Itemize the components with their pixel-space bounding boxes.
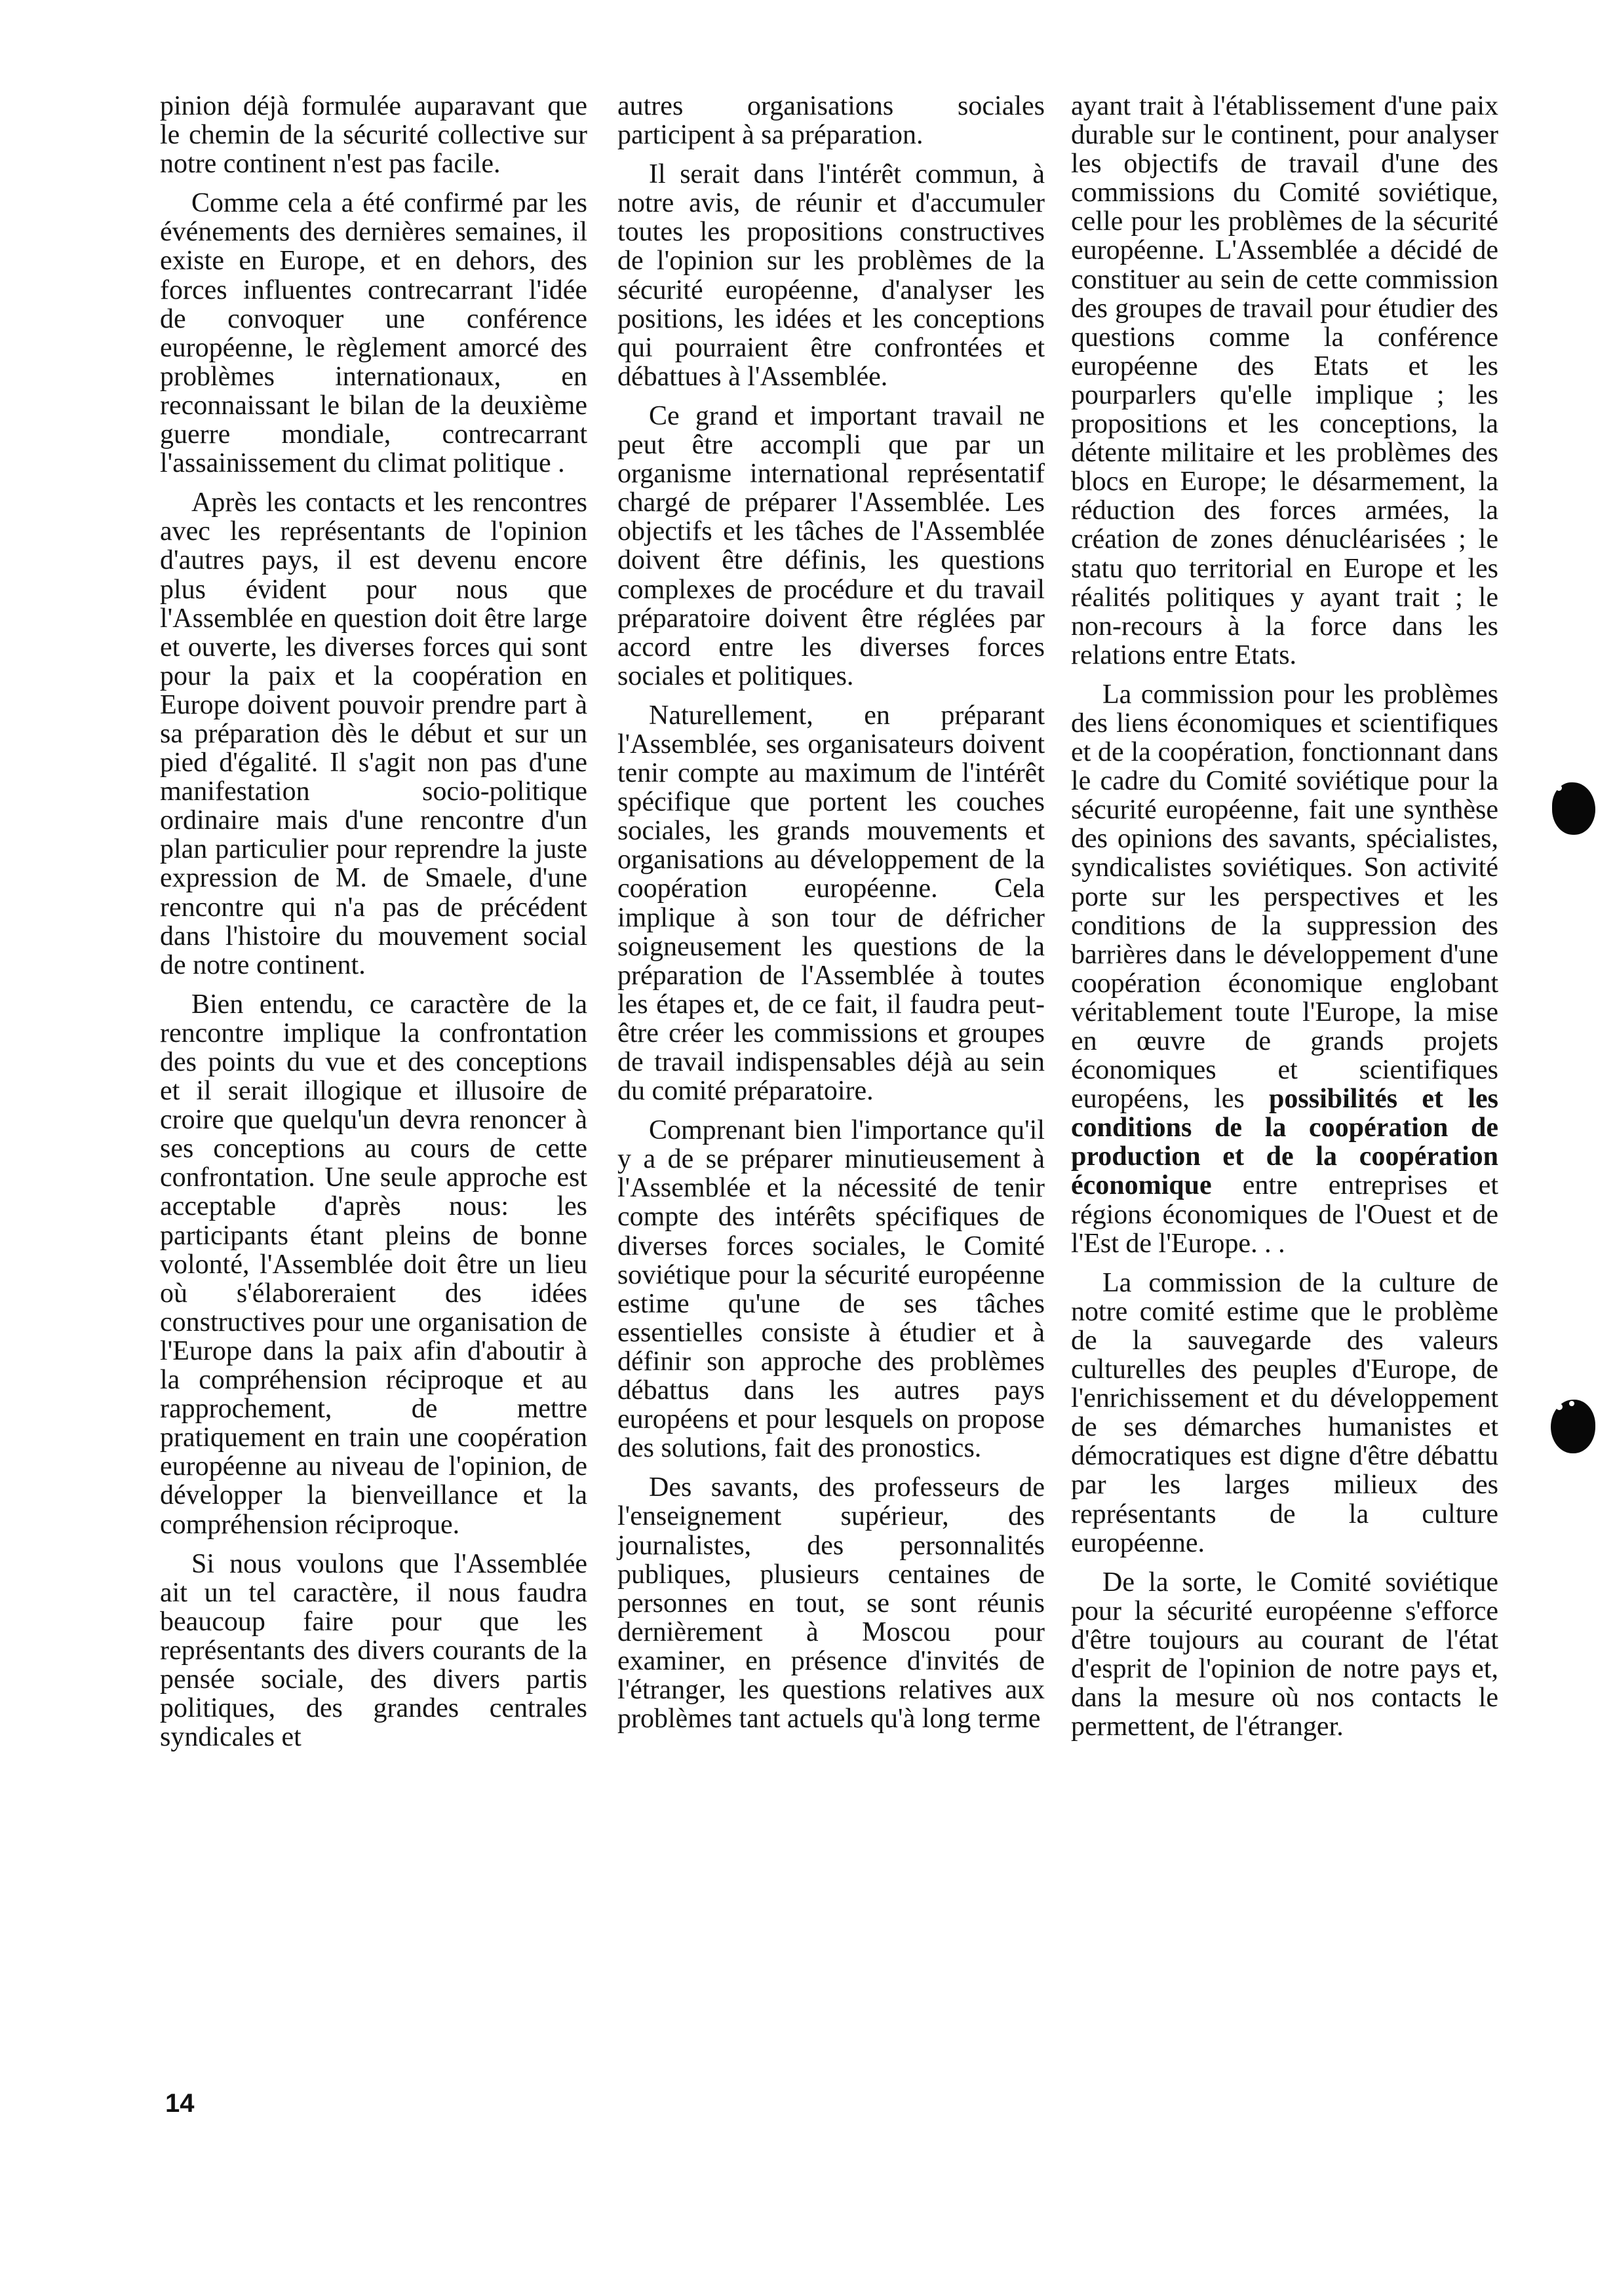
binding-hole-mark [1552,782,1595,835]
paragraph: Si nous voulons que l'Assemblée ait un tel caractère, il nous faudra beaucoup faire pour que les représentants des divers courants de la pensée sociale, des divers partis politiques, des grandes centrales syndicales et [160,1548,587,1753]
paragraph-text: entre entreprises et régions économiques de l'Ouest et de l'Est de l'Europe. . . [1071,1170,1498,1259]
paragraph: Ce grand et important travail ne peut être accompli que par un organisme international représentatif chargé de préparer l'Assemblée. Les objectifs et les tâches de l'Assemblée doivent être définis, les questions complexes de procédure et du travail préparatoire doivent être réglées par accord entre les diverses forces sociales et politiques. [617,400,1045,691]
text-column-3 [1071,92,1498,1751]
paragraph: Comme cela a été confirmé par les événements des dernières semaines, il existe en Europe, et en dehors, des forces influentes contrecarrant l'idée de convoquer une conférence européenne, le règlement amorcé des problèmes internationaux, en reconnaissant le bilan de la deuxième guerre mondiale, contrecarrant l'assainissement du climat politique . [160,188,587,479]
text-column-2 [617,92,1045,1744]
paragraph: autres organisations sociales participent à sa préparation. [617,91,1045,151]
paragraph: pinion déjà formulée auparavant que le chemin de la sécurité collective sur notre continent n'est pas facile. [160,91,587,180]
paragraph: De la sorte, le Comité soviétique pour la sécurité européenne s'efforce d'être toujours au courant de l'état d'esprit de l'opinion de notre pays et, dans la mesure où nos contacts le permettent, de l'étranger. [1071,1567,1498,1742]
text-column-1 [160,92,587,1762]
paragraph: ayant trait à l'établissement d'une paix durable sur le continent, pour analyser les objectifs de travail d'une des commissions du Comité soviétique, celle pour les problèmes de la sécurité européenne. L'Assemblée a décidé de constituer au sein de cette commission des groupes de travail pour étudier des questions comme la conférence européenne des Etats et les pourparlers qu'elle implique ; les propositions et les conceptions, la détente militaire et les problèmes des blocs en Europe; le désarmement, la réduction des forces armées, la création de zones dénucléarisées ; le statu quo territorial en Europe et les réalités politiques y ayant trait ; le non-recours à la force dans les relations entre Etats. [1071,91,1498,670]
paragraph: Après les contacts et les rencontres avec les représentants de l'opinion d'autres pays, il est devenu encore plus évident pour nous que l'Assemblée en question doit être large et ouverte, les diverses forces qui sont pour la paix et la coopération en Europe doivent pouvoir prendre part à sa préparation dès le début et sur un pied d'égalité. Il s'agit non pas d'une manifestation socio-politique ordinaire mais d'une rencontre d'un plan particulier pour reprendre la juste expression de M. de Smaele, d'une rencontre qui n'a pas de précédent dans l'histoire du mouvement social de notre continent. [160,488,587,980]
paragraph: La commission de la culture de notre comité estime que le problème de la sauvegarde des valeurs culturelles des peuples d'Europe, de l'enrichissement et du développement de ses démarches humanistes et démocratiques est digne d'être débattu par les larges milieux des représentants de la culture européenne. [1071,1267,1498,1558]
bold-phrase: possibilités et les conditions de la coopération de production et de la coopération économique [1071,1084,1499,1201]
paragraph: Comprenant bien l'importance qu'il y a de se préparer minutieusement à l'Assemblée et la nécessité de tenir compte des intérêts spécifiques de diverses forces sociales, le Comité soviétique pour la sécurité européenne estime qu'une de ses tâches essentielles consiste à étudier et à définir son approche des problèmes débattus dans les autres pays européens et pour lesquels on propose des solutions, fait des pronostics. [617,1115,1045,1464]
paragraph: Naturellement, en préparant l'Assemblée, ses organisateurs doivent tenir compte au maximum de l'intérêt spécifique que portent les couches sociales, les grands mouvements et organisations au développement de la coopération européenne. Cela implique à son tour de défricher soigneusement les questions de la préparation de l'Assemblée à toutes les étapes et, de ce fait, il faudra peut-être créer les commissions et groupes de travail indispensables déjà au sein du comité préparatoire. [617,700,1045,1107]
paragraph: Il serait dans l'intérêt commun, à notre avis, de réunir et d'accumuler toutes les propositions constructives de l'opinion sur les problèmes de la sécurité européenne, d'analyser les positions, les idées et les conceptions qui pourraient être confrontées et débattues à l'Assemblée. [617,159,1045,392]
paragraph: Des savants, des professeurs de l'enseignement supérieur, des journalistes, des personnalités publiques, plusieurs centaines de personnes en tout, se sont réunis dernièrement à Moscou pour examiner, en présence d'invités de l'étranger, les questions relatives aux problèmes tant actuels qu'à long terme [617,1472,1045,1734]
paragraph [1071,680,1498,1258]
page-number: 14 [165,2089,195,2118]
paragraph-text: La commission pour les problèmes des liens économiques et scientifiques et de la coopération, fonctionnant dans le cadre du Comité soviétique pour la sécurité européenne, fait une synthèse des opinions des savants, spécialistes, syndicalistes soviétiques. Son activité porte sur les perspectives et les conditions de la suppression des barrières dans le développement d'une coopération économique englobant véritablement toute l'Europe, la mise en œuvre de grands projets économiques et scientifiques européens, les [1071,679,1498,1115]
paragraph: Bien entendu, ce caractère de la rencontre implique la confrontation des points du vue et des conceptions et il serait illogique et illusoire de croire que quelqu'un devra renoncer à ses conceptions au cours de cette confrontation. Une seule approche est acceptable d'après nous: les participants étant pleins de bonne volonté, l'Assemblée doit être un lieu où s'élaboreraient des idées constructives pour une organisation de l'Europe dans la paix afin d'aboutir à la compréhension réciproque et au rapprochement, de mettre pratiquement en train une coopération européenne au niveau de l'opinion, de développer la bienveillance et la compréhension réciproque. [160,989,587,1540]
binding-hole-mark [1551,1400,1595,1453]
